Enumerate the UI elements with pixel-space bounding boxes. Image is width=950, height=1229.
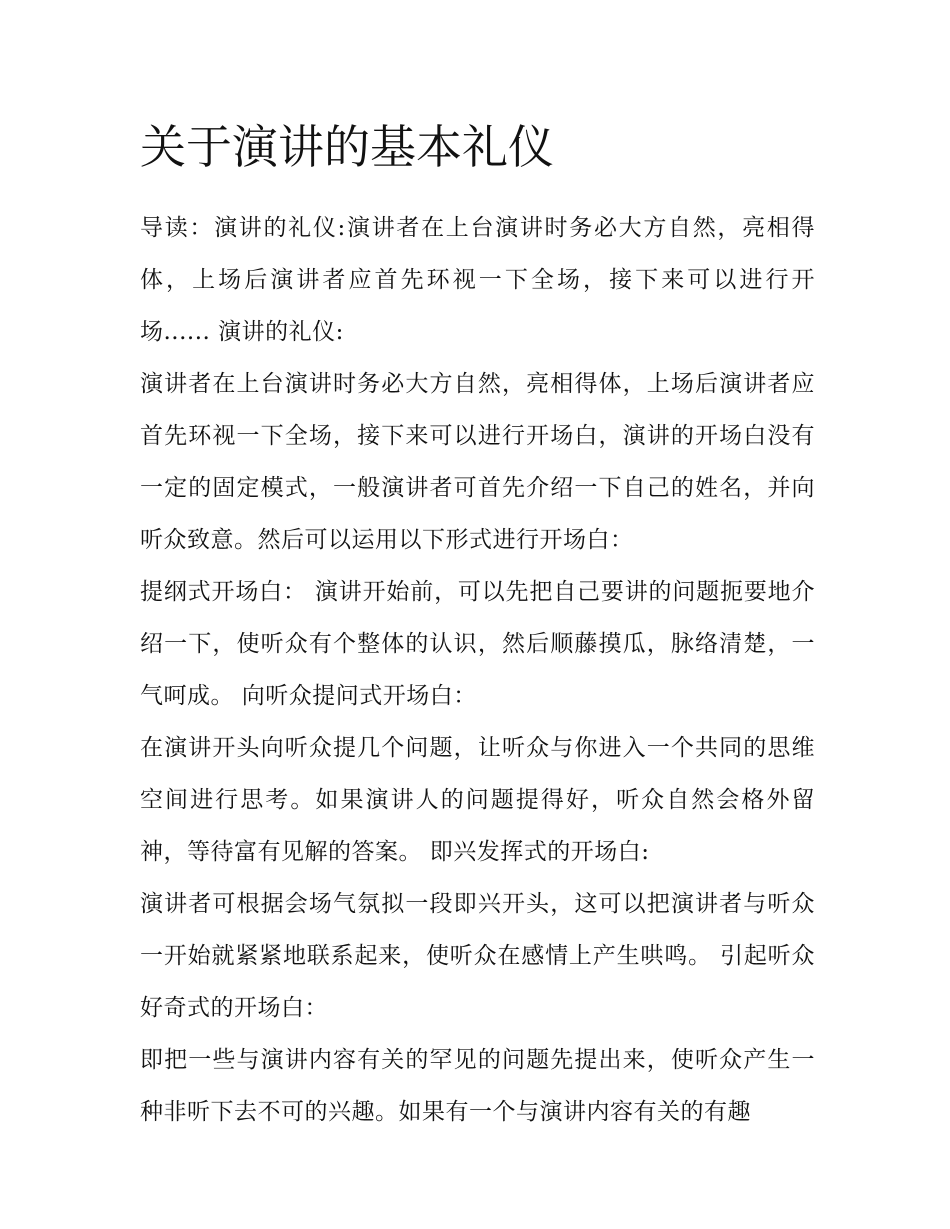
document-page bbox=[140, 112, 815, 1138]
paragraph-curiosity-style: 即把一些与演讲内容有关的罕见的问题先提出来，使听众产生一种非听下去不可的兴趣。如果有一个与演讲内容有关的有趣 bbox=[140, 1047, 815, 1125]
paragraph-question-style: 在演讲开头向听众提几个问题，让听众与你进入一个共同的思维空间进行思考。如果演讲人的问题提得好，听众自然会格外留神，等待富有见解的答案。 即兴发挥式的开场白: bbox=[140, 735, 815, 865]
paragraph-improvised-style: 演讲者可根据会场气氛拟一段即兴开头，这可以把演讲者与听众一开始就紧紧地联系起来，使听众在感情上产生哄鸣。 引起听众好奇式的开场白： bbox=[140, 891, 815, 1021]
document-title: 关于演讲的基本礼仪 bbox=[140, 120, 554, 174]
paragraph-intro: 导读：演讲的礼仪:演讲者在上台演讲时务必大方自然，亮相得体，上场后演讲者应首先环视一下全场，接下来可以进行开场...... 演讲的礼仪: bbox=[140, 215, 815, 345]
paragraph-opening: 演讲者在上台演讲时务必大方自然，亮相得体，上场后演讲者应首先环视一下全场，接下来可以进行开场白，演讲的开场白没有一定的固定模式，一般演讲者可首先介绍一下自己的姓名，并向听众致意。然后可以运用以下形式进行开场白： bbox=[140, 371, 815, 553]
paragraph-outline-style: 提纲式开场白： 演讲开始前，可以先把自己要讲的问题扼要地介绍一下，使听众有个整体的认识，然后顺藤摸瓜，脉络清楚，一气呵成。 向听众提问式开场白： bbox=[140, 579, 815, 709]
